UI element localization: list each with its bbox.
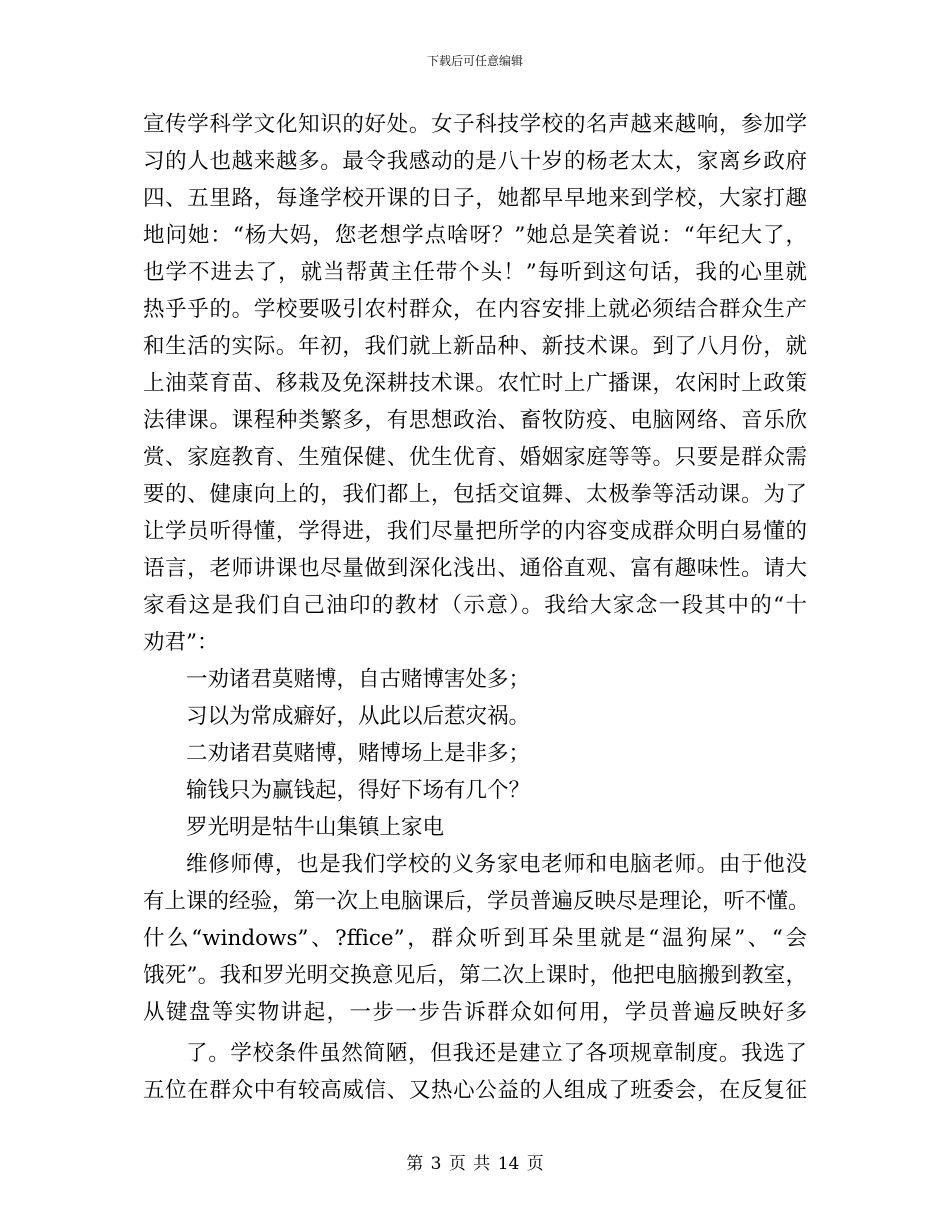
text-line: 上油菜育苗、移栽及免深耕技术课。农忙时上广播课，农闲时上政策	[143, 371, 807, 396]
text-line: 热乎乎的。学校要吸引农村群众，在内容安排上就必须结合群众生产	[143, 297, 807, 322]
page-header: 下载后可任意编辑	[426, 54, 523, 68]
verse-line: 输钱只为赢钱起，得好下场有几个？	[186, 778, 531, 803]
text-line: 维修师傅，也是我们学校的义务家电老师和电脑老师。由于他没	[186, 852, 807, 877]
text-line: 赏、家庭教育、生殖保健、优生优育、婚姻家庭等等。只要是群众需	[143, 445, 807, 470]
text-line: 家看这是我们自己油印的教材（示意）。我给大家念一段其中的“十	[143, 593, 807, 618]
text-line: 宣传学科学文化知识的好处。女子科技学校的名声越来越响，参加学	[143, 112, 807, 137]
text-line: 四、五里路，每逢学校开课的日子，她都早早地来到学校，大家打趣	[143, 186, 807, 211]
text-line: 什么“windows”、?ffice”，群众听到耳朵里就是“温狗屎”、“会	[143, 926, 807, 951]
text-line: 了。学校条件虽然简陋，但我还是建立了各项规章制度。我选了	[186, 1041, 807, 1066]
text-line: 也学不进去了，就当帮黄主任带个头！”每听到这句话，我的心里就	[143, 260, 807, 285]
text-line: 有上课的经验，第一次上电脑课后，学员普遍反映尽是理论，听不懂。	[143, 889, 810, 914]
verse-line: 一劝诸君莫赌博，自古赌博害处多；	[186, 667, 531, 692]
text-line: 从键盘等实物讲起，一步一步告诉群众如何用，学员普遍反映好多	[143, 1000, 807, 1025]
text-line: 习的人也越来越多。最令我感动的是八十岁的杨老太太，家离乡政府	[143, 149, 807, 174]
document-body	[143, 106, 810, 1109]
text-line: 饿死”。我和罗光明交换意见后，第二次上课时，他把电脑搬到教室，	[143, 963, 807, 988]
verse-line: 习以为常成癖好，从此以后惹灾祸。	[186, 704, 531, 729]
text-line: 要的、健康向上的，我们都上，包括交谊舞、太极拳等活动课。为了	[143, 482, 807, 507]
text-line: 劝君”：	[143, 630, 219, 655]
text-line: 让学员听得懂，学得进，我们尽量把所学的内容变成群众明白易懂的	[143, 519, 807, 544]
text-line: 罗光明是牯牛山集镇上家电	[186, 815, 445, 840]
text-line: 法律课。课程种类繁多，有思想政治、畜牧防疫、电脑网络、音乐欣	[143, 408, 807, 433]
text-line: 五位在群众中有较高威信、又热心公益的人组成了班委会，在反复征	[143, 1078, 807, 1103]
verse-line: 二劝诸君莫赌博，赌博场上是非多；	[186, 741, 531, 766]
page-footer: 第 3 页 共 14 页	[406, 1154, 544, 1174]
text-line: 地问她：“杨大妈，您老想学点啥呀？”她总是笑着说：“年纪大了，	[143, 223, 807, 248]
text-line: 语言，老师讲课也尽量做到深化浅出、通俗直观、富有趣味性。请大	[143, 556, 807, 581]
text-line: 和生活的实际。年初，我们就上新品种、新技术课。到了八月份，就	[143, 334, 807, 359]
